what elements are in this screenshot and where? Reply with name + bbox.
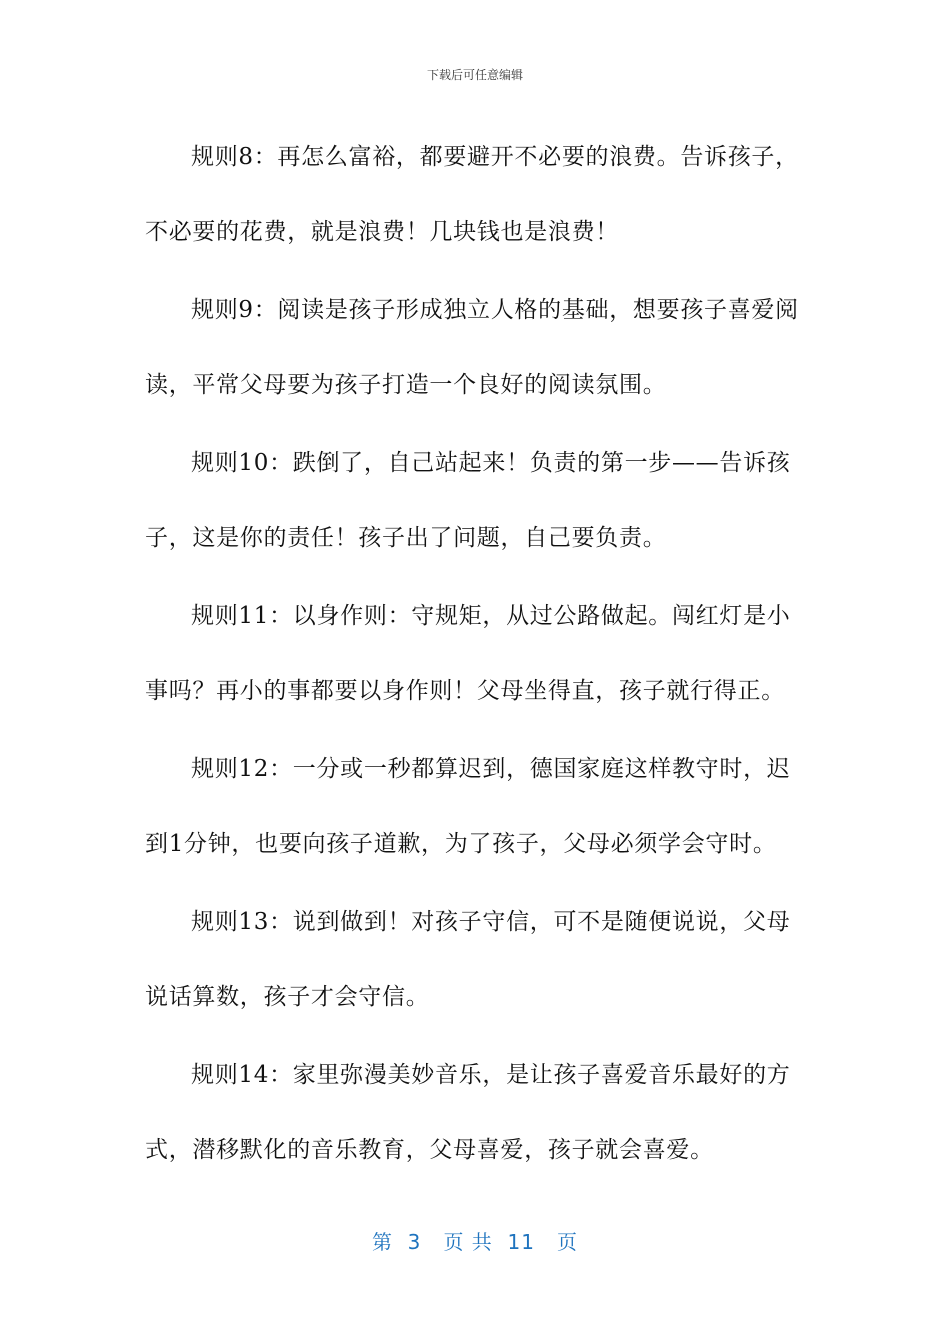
rule-paragraph-8: 规则8：再怎么富裕，都要避开不必要的浪费。告诉孩子，不必要的花费，就是浪费！几块钱也是浪费！ (145, 144, 799, 245)
rule-paragraph-11: 规则11：以身作则：守规矩，从过公路做起。闯红灯是小事吗？再小的事都要以身作则！父母坐得直，孩子就行得正。 (145, 603, 791, 704)
page-number-footer: 第 3 页 共 11 页 (371, 1230, 579, 1254)
document-body (145, 120, 800, 1191)
rule-paragraph-13: 规则13：说到做到！对孩子守信，可不是随便说说，父母说话算数，孩子才会守信。 (145, 909, 791, 1010)
page-header: 下载后可任意编辑 (426, 68, 523, 82)
rule-paragraph-9: 规则9：阅读是孩子形成独立人格的基础，想要孩子喜爱阅读，平常父母要为孩子打造一个良好的阅读氛围。 (145, 297, 799, 398)
rule-paragraph-14: 规则14：家里弥漫美妙音乐，是让孩子喜爱音乐最好的方式，潜移默化的音乐教育，父母喜爱，孩子就会喜爱。 (145, 1062, 791, 1163)
rule-paragraph-12: 规则12：一分或一秒都算迟到，德国家庭这样教守时，迟到1分钟，也要向孩子道歉，为了孩子，父母必须学会守时。 (145, 756, 791, 857)
rule-paragraph-10: 规则10：跌倒了，自己站起来！负责的第一步——告诉孩子，这是你的责任！孩子出了问题，自己要负责。 (145, 450, 791, 551)
